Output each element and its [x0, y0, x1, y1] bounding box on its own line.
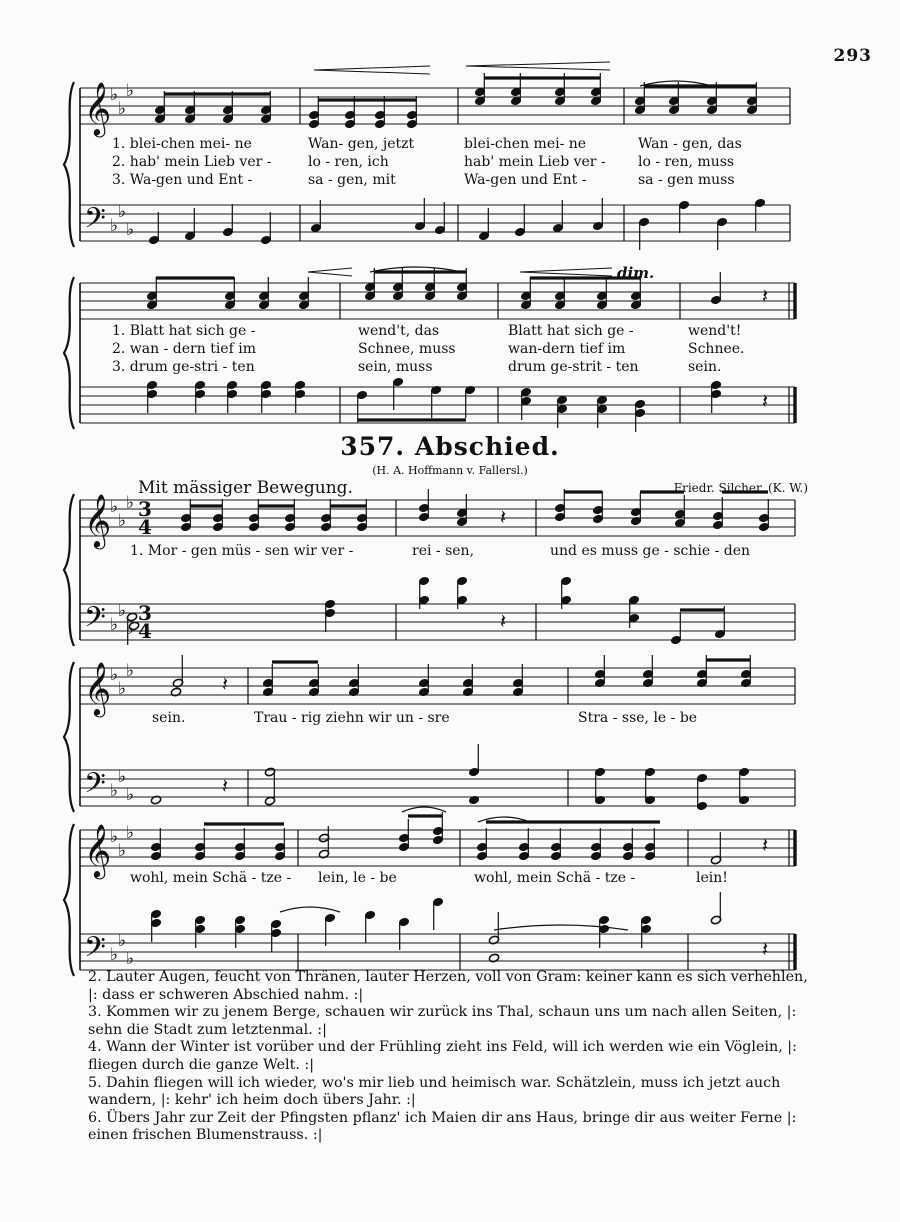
additional-verses [88, 969, 810, 1145]
lyric-s1-m3-v2: hab' mein Lieb ver - [464, 154, 606, 170]
lyric-s2-m4-v2: Schnee. [688, 341, 745, 357]
lyric-s1-m2-v3: sa - gen, mit [308, 172, 396, 188]
system-brace [64, 82, 74, 247]
rest-icon: 𝄽 [762, 284, 769, 308]
lyric-s1-m2-v1: Wan- gen, jetzt [308, 136, 415, 152]
hairpin [520, 268, 612, 276]
flat-sign-icon: ♭ [110, 781, 119, 801]
flat-sign-icon: ♭ [118, 601, 127, 621]
bass-clef-icon: 𝄢 [84, 202, 106, 242]
flat-sign-icon: ♭ [126, 661, 135, 681]
flat-sign-icon: ♭ [110, 497, 119, 517]
lyric-a1-m3: und es muss ge - schie - den [550, 543, 751, 559]
page-number: 293 [833, 46, 872, 66]
treble-clef-icon: 𝄞 [84, 661, 112, 715]
rest-icon: 𝄽 [500, 505, 507, 529]
verse-2: 2. Lauter Augen, feucht von Thränen, lauter Herzen, voll von Gram: keiner kann es sich verhehlen, |: dass er schweren Abschied nahm. :| [88, 969, 808, 1003]
flat-sign-icon: ♭ [118, 511, 127, 531]
flat-sign-icon: ♭ [110, 615, 119, 635]
lyric-s1-m4-v1: Wan - gen, das [638, 136, 742, 152]
flat-sign-icon: ♭ [126, 220, 135, 240]
lyric-s2-m2-v3: sein, muss [358, 359, 433, 375]
lyric-s2-m3-v2: wan-dern tief im [508, 341, 626, 357]
flat-sign-icon: ♭ [126, 81, 135, 101]
hairpin [466, 62, 610, 70]
dynamic-dim: dim. [617, 264, 655, 282]
time-signature: 3 [138, 601, 152, 625]
flat-sign-icon: ♭ [126, 823, 135, 843]
time-signature: 3 [138, 497, 152, 521]
system-brace [64, 277, 74, 429]
treble-clef-icon: 𝄞 [84, 493, 112, 547]
song-title: 357. Abschied. [340, 432, 560, 461]
lyric-s1-m3-v3: Wa-gen und Ent - [464, 172, 587, 188]
lyric-s1-m3-v1: blei-chen mei- ne [464, 136, 587, 152]
lyric-s2-m2-v2: Schnee, muss [358, 341, 456, 357]
flat-sign-icon: ♭ [110, 945, 119, 965]
flat-sign-icon: ♭ [110, 665, 119, 685]
treble-clef-icon: 𝄞 [84, 823, 112, 877]
hairpin [308, 268, 352, 276]
lyric-a3-m2: lein, le - be [318, 870, 397, 886]
flat-sign-icon: ♭ [110, 85, 119, 105]
slur [280, 907, 340, 912]
flat-sign-icon: ♭ [110, 827, 119, 847]
verse-3: 3. Kommen wir zu jenem Berge, schauen wir zurück ins Thal, schaun uns um nach allen Seiten, |: sehn die Stadt zum letztenmal. :| [88, 1004, 797, 1038]
lyric-a2-m1: sein. [152, 710, 186, 726]
lyric-s2-m2-v1: wend't, das [358, 323, 440, 339]
flat-sign-icon: ♭ [118, 99, 127, 119]
flat-sign-icon: ♭ [118, 679, 127, 699]
flat-sign-icon: ♭ [118, 841, 127, 861]
bass-clef-icon: 𝄢 [84, 767, 106, 807]
verse-6: 6. Übers Jahr zur Zeit der Pfingsten pflanz' ich Maien dir ans Haus, bringe dir aus weiter Ferne |: einen frischen Blumenstrauss. :| [88, 1109, 797, 1144]
lyric-a1-m1: 1. Mor - gen müs - sen wir ver - [130, 543, 354, 559]
verse-4: 4. Wann der Winter ist vorüber und der Frühling zieht ins Feld, will ich werden wie ein Vöglein, |: fliegen durch die ganze Welt. :| [88, 1039, 797, 1073]
rest-icon: 𝄽 [762, 937, 769, 961]
lyric-s2-m1-v2: 2. wan - dern tief im [112, 341, 256, 357]
lyric-s1-m2-v2: lo - ren, ich [308, 154, 389, 170]
lyric-a2-m3: Stra - sse, le - be [578, 710, 698, 726]
lyric-s2-m3-v1: Blatt hat sich ge - [508, 323, 634, 339]
lyric-s2-m3-v3: drum ge-strit - ten [508, 359, 639, 375]
verse-5: 5. Dahin fliegen will ich wieder, wo's mir lieb und heimisch war. Schätzlein, muss ich jetzt auch wandern, |: kehr' ich heim doch übers Jahr. :| [88, 1074, 781, 1109]
flat-sign-icon: ♭ [126, 619, 135, 639]
lyric-s2-m4-v1: wend't! [688, 323, 742, 339]
rest-icon: 𝄽 [222, 672, 229, 696]
time-signature: 4 [138, 515, 152, 539]
system-brace [64, 494, 74, 646]
lyric-a3-m4: lein! [696, 870, 728, 886]
lyric-a3-m3: wohl, mein Schä - tze - [474, 870, 636, 886]
flat-sign-icon: ♭ [110, 216, 119, 236]
flat-sign-icon: ♭ [118, 202, 127, 222]
lyric-s1-m1-v1: 1. blei-chen mei- ne [112, 136, 252, 152]
lyric-a3-m1: wohl, mein Schä - tze - [130, 870, 292, 886]
system-brace [64, 824, 74, 976]
tempo-marking: Mit mässiger Bewegung. [138, 478, 353, 498]
hairpin [314, 66, 430, 74]
time-signature: 4 [138, 619, 152, 643]
rest-icon: 𝄽 [762, 389, 769, 413]
composer-credit: Friedr. Silcher. (K. W.) [673, 481, 808, 495]
bass-clef-icon: 𝄢 [84, 931, 106, 971]
bass-clef-icon: 𝄢 [84, 601, 106, 641]
lyric-s2-m1-v1: 1. Blatt hat sich ge - [112, 323, 256, 339]
lyric-s1-m4-v3: sa - gen muss [638, 172, 735, 188]
lyric-s1-m4-v2: lo - ren, muss [638, 154, 735, 170]
slur [402, 807, 446, 812]
flat-sign-icon: ♭ [118, 767, 127, 787]
system-brace [64, 662, 74, 812]
rest-icon: 𝄽 [762, 833, 769, 857]
flat-sign-icon: ♭ [118, 931, 127, 951]
treble-clef-icon: 𝄞 [84, 81, 112, 135]
lyric-a1-m2: rei - sen, [412, 543, 475, 559]
lyric-a2-m2: Trau - rig ziehn wir un - sre [254, 710, 450, 726]
lyric-s2-m4-v3: sein. [688, 359, 722, 375]
rest-icon: 𝄽 [500, 609, 507, 633]
lyric-s2-m1-v3: 3. drum ge-stri - ten [112, 359, 255, 375]
flat-sign-icon: ♭ [126, 493, 135, 513]
poet-credit: (H. A. Hoffmann v. Fallersl.) [372, 464, 528, 477]
flat-sign-icon: ♭ [126, 785, 135, 805]
rest-icon: 𝄽 [222, 774, 229, 798]
lyric-s1-m1-v2: 2. hab' mein Lieb ver - [112, 154, 272, 170]
flat-sign-icon: ♭ [126, 949, 135, 969]
lyric-s1-m1-v3: 3. Wa-gen und Ent - [112, 172, 253, 188]
